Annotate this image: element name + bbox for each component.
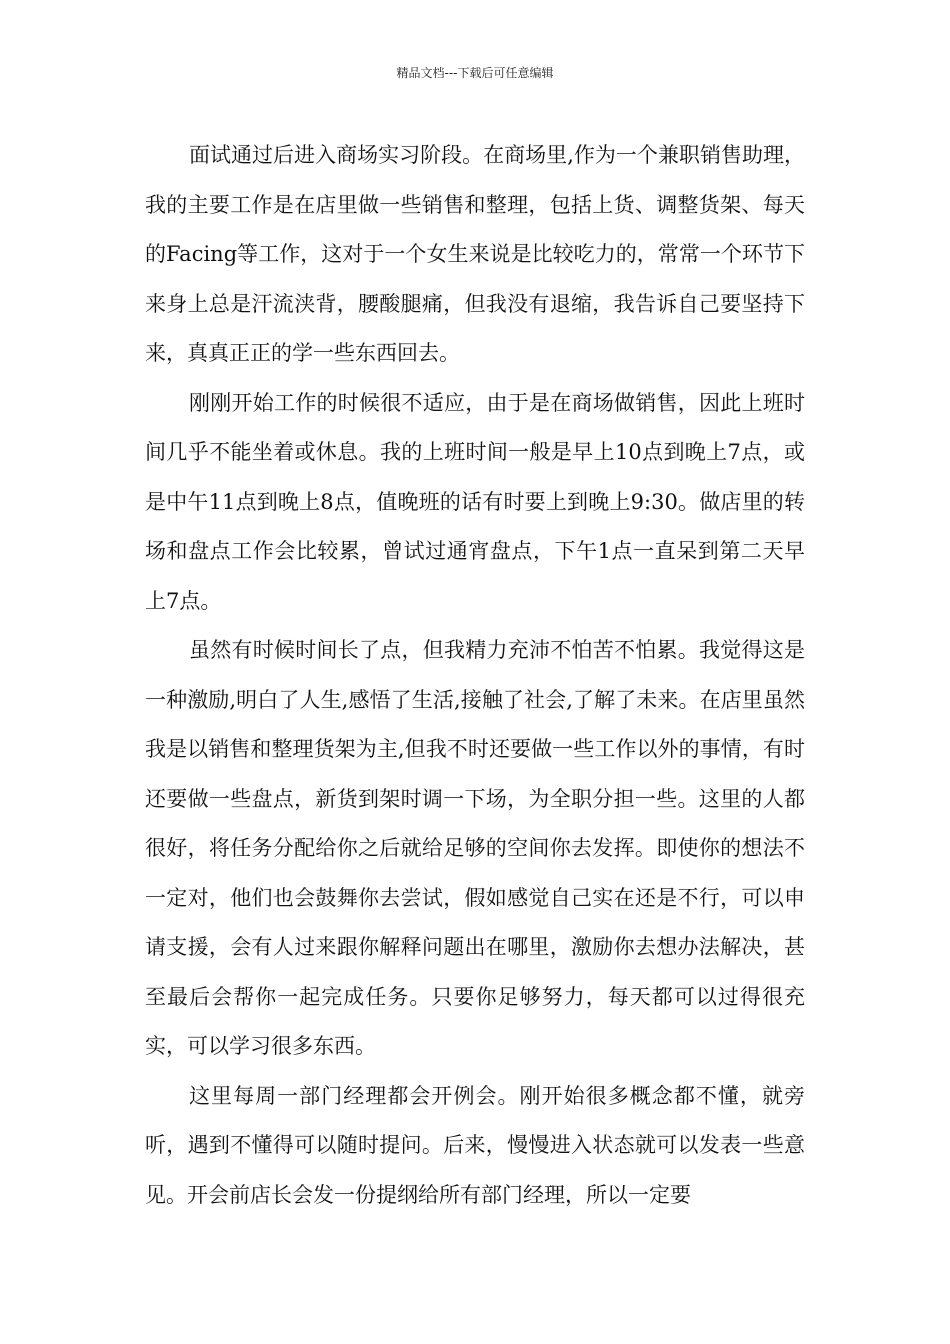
paragraph-3: 虽然有时候时间长了点，但我精力充沛不怕苦不怕累。我觉得这是一种激励,明白了人生,感悟了生活,接触了社会,了解了未来。在店里虽然我是以销售和整理货架为主,但我不时还要做一些工作以外的事情，有时还要做一些盘点，新货到架时调一下场，为全职分担一些。这里的人都很好，将任务分配给你之后就给足够的空间你去发挥。即使你的想法不一定对，他们也会鼓舞你去尝试，假如感觉自己实在还是不行，可以申请支援，会有人过来跟你解释问题出在哪里，激励你去想办法解决，甚至最后会帮你一起完成任务。只要你足够努力，每天都可以过得很充实，可以学习很多东西。 [145,638,805,1058]
paragraph-4: 这里每周一部门经理都会开例会。刚开始很多概念都不懂，就旁听，遇到不懂得可以随时提问。后来，慢慢进入状态就可以发表一些意见。开会前店长会发一份提纲给所有部门经理，所以一定要 [145,1083,805,1207]
page-header: 精品文档---下载后可任意编辑 [396,66,554,80]
paragraph-1: 面试通过后进入商场实习阶段。在商场里,作为一个兼职销售助理，我的主要工作是在店里做一些销售和整理，包括上货、调整货架、每天的Facing等工作，这对于一个女生来说是比较吃力的，常常一个环节下来身上总是汗流浃背，腰酸腿痛，但我没有退缩，我告诉自己要坚持下来，真真正正的学一些东西回去。 [145,143,805,365]
document-body [145,131,805,1220]
paragraph-2: 刚刚开始工作的时候很不适应，由于是在商场做销售，因此上班时间几乎不能坐着或休息。我的上班时间一般是早上10点到晚上7点，或是中午11点到晚上8点，值晚班的话有时要上到晚上9:30。做店里的转场和盘点工作会比较累，曾试过通宵盘点，下午1点一直呆到第二天早上7点。 [145,390,805,613]
